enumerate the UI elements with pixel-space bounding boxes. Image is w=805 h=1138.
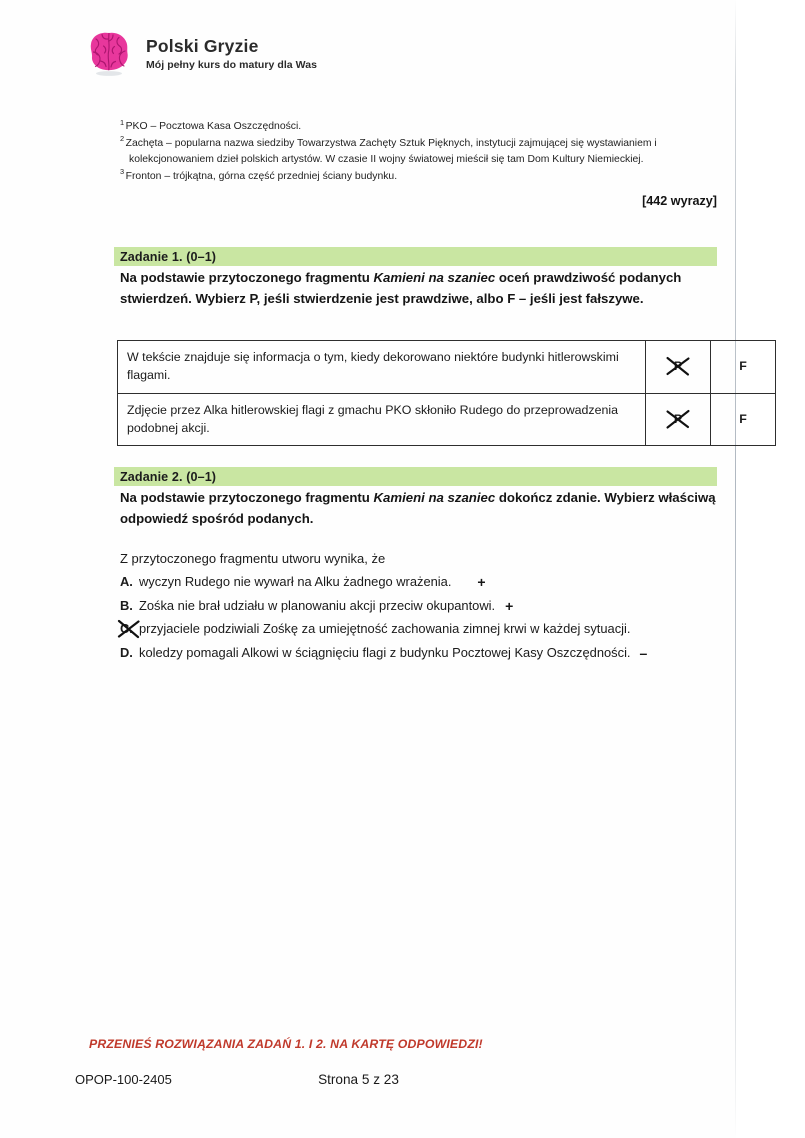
true-false-table — [117, 340, 776, 446]
footnote-3 — [120, 169, 720, 185]
exam-code-label: OPOP-100-2405 — [75, 1072, 172, 1087]
task-1-header-label: Zadanie 1. (0–1) — [120, 249, 217, 264]
footnote-2-marker: 2 — [120, 134, 125, 144]
option-c-letter — [120, 619, 139, 639]
task-2-options-list — [120, 572, 730, 666]
option-d[interactable] — [120, 643, 730, 663]
option-b[interactable] — [120, 596, 730, 616]
option-a-text: wyczyn Rudego nie wywarł na Alku żadnego wrażenia. — [139, 574, 452, 589]
footnote-3-marker: 3 — [120, 167, 125, 177]
footnote-1 — [120, 119, 720, 135]
option-c[interactable] — [120, 619, 730, 639]
option-d-letter: D. — [120, 644, 133, 660]
task-1-instruction-part1: Na podstawie przytoczonego fragmentu — [120, 270, 374, 285]
option-b-annotation: + — [505, 597, 514, 614]
task-2-instruction — [120, 487, 718, 530]
task-2-instruction-part1: Na podstawie przytoczonego fragmentu — [120, 490, 374, 505]
brand-header — [86, 28, 317, 78]
option-c-text: przyjaciele podziwiali Zośkę za umiejętność zachowania zimnej krwi w każdej sytuacji. — [139, 621, 631, 636]
option-a-annotation: + — [477, 574, 486, 590]
footnote-1-marker: 1 — [120, 117, 125, 127]
task-2-work-title: Kamieni na szaniec — [373, 490, 496, 505]
brand-subtitle: Mój pełny kurs do matury dla Was — [146, 59, 317, 72]
transfer-answers-note: PRZENIEŚ ROZWIĄZANIA ZADAŃ 1. I 2. NA KARTĘ ODPOWIEDZI! — [89, 1037, 483, 1051]
footnote-1-text: PKO – Pocztowa Kasa Oszczędności. — [125, 121, 302, 132]
page-number-label: Strona 5 z 23 — [318, 1072, 399, 1087]
answer-true-cell-1[interactable] — [646, 341, 711, 394]
footnote-2 — [120, 136, 720, 168]
option-a-letter: A. — [120, 574, 133, 589]
task-2-header-label: Zadanie 2. (0–1) — [120, 469, 217, 484]
answer-false-cell-2[interactable]: F — [711, 393, 776, 446]
brand-title: Polski Gryzie — [146, 35, 259, 56]
table-row — [118, 393, 776, 446]
answer-true-cell-2[interactable] — [646, 393, 711, 446]
answer-false-cell-1[interactable]: F — [711, 341, 776, 394]
task-1-header-bar — [114, 247, 717, 266]
task-1-instruction — [120, 267, 718, 310]
task-2-lead-sentence: Z przytoczonego fragmentu utworu wynika, że — [120, 551, 386, 566]
option-c-letter-text: C. — [120, 621, 133, 636]
answer-true-label-1: P — [673, 359, 683, 374]
task-1-instruction-part2: oceń prawdziwość podanych stwierdzeń. Wybierz P, jeśli stwierdzenie jest prawdziwe, albo F – jeśli jest fałszywe. — [120, 270, 682, 307]
footnote-3-text: Fronton – trójkątna, górna część przedniej ściany budynku. — [125, 170, 398, 182]
answer-true-letter-2 — [668, 410, 688, 428]
footnote-2-text: Zachęta – popularna nazwa siedziby Towarzystwa Zachęty Sztuk Pięknych, instytucji zajmującej się wystawianiem i kolekcjonowaniem dzieł polskich artystów. W czasie II wojny światowej mieścił się tam Dom Kultury Niemieckiej. — [125, 137, 657, 165]
table-row — [118, 341, 776, 394]
option-b-letter: B. — [120, 597, 133, 613]
word-count-label: [442 wyrazy] — [642, 194, 717, 208]
scan-outer-margin — [736, 0, 805, 1138]
task-2-header-bar — [114, 467, 717, 486]
handwritten-cross-mark — [116, 619, 142, 640]
answer-true-letter-1 — [668, 357, 688, 375]
footnotes-block — [120, 119, 720, 186]
task-1-work-title: Kamieni na szaniec — [373, 270, 496, 285]
statement-cell-1: W tekście znajduje się informacja o tym, kiedy dekorowano niektóre budynki hitlerowskimi flagami. — [118, 341, 646, 394]
brand-text-block — [146, 35, 317, 71]
brain-icon — [86, 28, 132, 78]
option-d-text: koledzy pomagali Alkowi w ściągnięciu flagi z budynku Pocztowej Kasy Oszczędności. — [139, 644, 631, 660]
option-b-text: Zośka nie brał udziału w planowaniu akcji przeciw okupantowi. — [139, 597, 496, 613]
answer-true-label-2: P — [673, 411, 683, 426]
option-a[interactable] — [120, 572, 730, 592]
option-d-annotation: – — [639, 644, 648, 661]
task-2-instruction-part2: dokończ zdanie. Wybierz właściwą odpowiedź spośród podanych. — [120, 490, 716, 527]
statement-cell-2: Zdjęcie przez Alka hitlerowskiej flagi z gmachu PKO skłoniło Rudego do przeprowadzenia podobnej akcji. — [118, 393, 646, 446]
